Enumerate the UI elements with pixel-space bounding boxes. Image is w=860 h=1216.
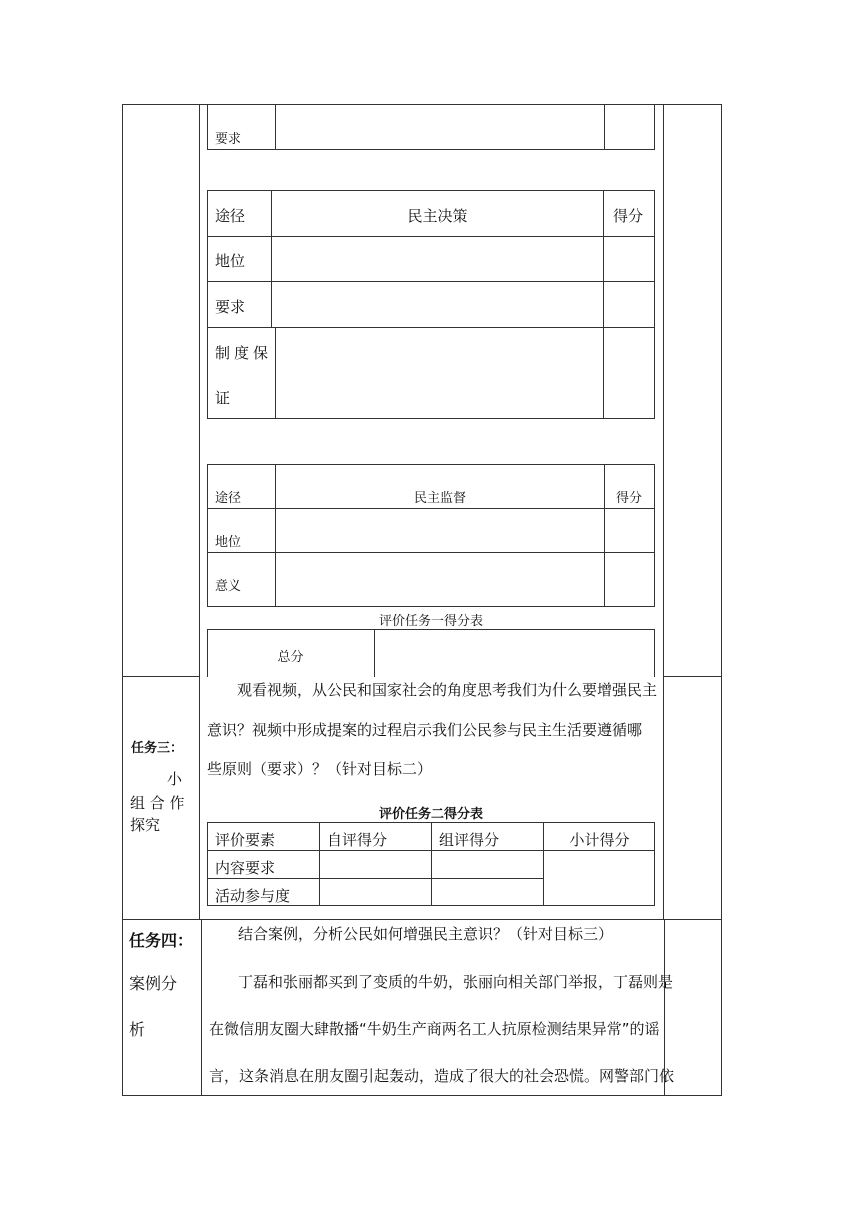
- eval2-header-self: 自评得分: [327, 831, 388, 849]
- eval1-total-label: 总分: [277, 650, 304, 665]
- decision-row-requirement: 要求: [215, 298, 246, 316]
- supervision-header-path: 途径: [215, 491, 242, 506]
- eval2-row-participation: 活动参与度: [215, 887, 291, 905]
- decision-col-1b: [275, 327, 276, 419]
- task3-title: 任务三：: [131, 741, 184, 756]
- eval2-header-subtotal: 小计得分: [569, 831, 630, 849]
- task4-text-line1: 结合案例，分析公民如何增强民主意识？（针对目标三）: [238, 925, 614, 943]
- task3-label-line2: 组 合 作: [130, 794, 185, 812]
- task4-text-line2: 丁磊和张丽都买到了变质的牛奶，张丽向相关部门举报，丁磊则是: [238, 973, 674, 991]
- decision-row-status: 地位: [215, 252, 246, 270]
- row-divider-task3-right: [663, 676, 722, 677]
- top-row-label: 要求: [215, 132, 242, 147]
- outer-frame-left: [122, 104, 123, 1096]
- decision-row-line-2: [207, 281, 655, 282]
- row-divider-task3: [122, 676, 200, 677]
- task3-label-line1: 小: [167, 770, 183, 788]
- decision-row-system-line2: 证: [215, 389, 231, 407]
- top-row-divider-2: [604, 104, 605, 150]
- eval2-header-group: 组评得分: [439, 831, 500, 849]
- supervision-row-meaning: 意义: [215, 579, 242, 594]
- eval2-row-line-2: [207, 878, 543, 879]
- eval2-header-criteria: 评价要素: [215, 831, 276, 849]
- task3-text-line2: 意识？视频中形成提案的过程启示我们公民参与民主生活要遵循哪: [207, 721, 643, 739]
- supervision-row-status: 地位: [215, 535, 242, 550]
- eval1-title: 评价任务一得分表: [378, 614, 483, 629]
- eval2-title: 评价任务二得分表: [378, 807, 483, 822]
- task4-title: 任务四：: [129, 931, 194, 950]
- decision-col-2: [603, 190, 604, 419]
- col-divider-left: [199, 104, 200, 920]
- decision-row-system-line1: 制度保: [215, 344, 273, 362]
- decision-header-title: 民主决策: [407, 207, 468, 225]
- eval2-row-content: 内容要求: [215, 859, 276, 877]
- decision-row-line-1: [207, 236, 655, 237]
- task4-text-line3: 在微信朋友圈大肆散播“牛奶生产商两名工人抗原检测结果异常”的谣: [209, 1020, 660, 1038]
- task4-text-line4: 言，这条消息在朋友圈引起轰动，造成了很大的社会恐慌。网警部门依: [209, 1067, 675, 1085]
- eval2-row-line-1b: [543, 850, 655, 851]
- eval2-col-1: [319, 822, 320, 906]
- decision-header-score: 得分: [613, 207, 644, 225]
- supervision-header-title: 民主监督: [413, 491, 466, 506]
- task4-label-line1: 案例分: [129, 974, 178, 993]
- task3-text-line1: 观看视频，从公民和国家社会的角度思考我们为什么要增强民主: [237, 681, 658, 699]
- eval2-row-line-1: [207, 850, 543, 851]
- supervision-col-2: [604, 464, 605, 607]
- col-divider-right: [663, 104, 664, 920]
- supervision-header-score: 得分: [616, 491, 643, 506]
- top-row-divider-1: [275, 104, 276, 150]
- task4-divider-left: [201, 919, 202, 1096]
- task3-label-line3: 探究: [130, 816, 161, 834]
- task3-text-line3: 些原则（要求）？（针对目标二）: [207, 760, 433, 778]
- supervision-col-1: [275, 464, 276, 607]
- outer-frame-right: [721, 104, 722, 1096]
- decision-header-path: 途径: [215, 207, 246, 225]
- eval2-col-2: [431, 822, 432, 906]
- task4-label-line2: 析: [129, 1020, 146, 1039]
